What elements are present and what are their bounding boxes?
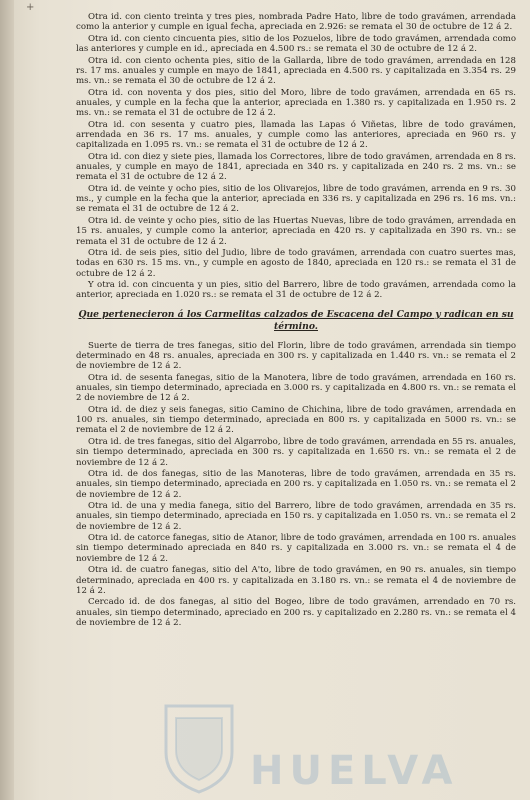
paragraph: Otra id. de catorce fanegas, sitio de Atanor, libre de todo gravámen, arrendada en 100 rs. anuales sin tiempo determinado apreciada en 840 rs. y capitalizada en 3.000 rs. vn.: se remata el 4 de noviembre de 12 á 2. <box>76 533 516 564</box>
paragraph: Otra id. con ciento treinta y tres pies, nombrada Padre Hato, libre de todo gravámen, arrendada como la anterior y cumple en igual fecha, apreciada en 2.926: se remata el 30 de octubre de 12 á 2. <box>76 12 516 33</box>
paragraph: Otra id. de veinte y ocho pies, sitio de los Olivarejos, libre de todo gravámen, arrenda en 9 rs. 30 ms., y cumple en la fecha que la anterior, apreciada en 336 rs. y capitalizada en 296 rs. 16 ms. vn.: se remata el 31 de octubre de 12 á 2. <box>76 183 516 215</box>
paragraph: Otra id. con noventa y dos pies, sitio del Moro, libre de todo gravámen, arrendada en 65 rs. anuales, y cumple en la fecha que la anterior, apreciada en 1.380 rs. y capitalizada en 1.950 rs. 2 ms. vn.: se remata el 31 de octubre de 12 á 2. <box>76 87 516 119</box>
section-carmelitas <box>76 341 516 629</box>
paragraph: Otra id. de tres fanegas, sitio del Algarrobo, libre de todo gravámen, arrendada en 55 rs. anuales, sin tiempo determinado, apreciada en 300 rs. y capitalizada en 1.650 rs. vn.: se remata el 2 de noviembre de 12 á 2. <box>76 436 516 468</box>
paragraph: Otra id. de veinte y ocho pies, sitio de las Huertas Nuevas, libre de todo gravámen, arrendada en 15 rs. anuales, y cumple como la anterior, apreciada en 420 rs. y capitalizada en 390 rs. vn.: se remata el 31 de octubre de 12 á 2. <box>76 215 516 247</box>
paragraph: Otra id. con ciento ochenta pies, sitio de la Gallarda, libre de todo gravámen, arrendada en 128 rs. 17 ms. anuales y cumple en mayo de 1841, apreciada en 4.500 rs. y capitalizada en 3.354 rs. 29 ms. vn.: se remata el 30 de octubre de 12 á 2. <box>76 55 516 87</box>
shield-watermark-icon <box>160 700 238 796</box>
section-heading: Que pertenecieron á los Carmelitas calzados de Escacena del Campo y radican en su término. <box>78 308 514 332</box>
paragraph: Suerte de tierra de tres fanegas, sitio del Florin, libre de todo gravámen, arrendada sin tiempo determinado en 48 rs. anuales, apreciada en 300 rs. y capitalizada en 1.440 rs. vn.: se remata el 2 de noviembre de 12 á 2. <box>76 340 516 372</box>
paragraph: Otra id. con sesenta y cuatro pies, llamada las Lapas ó Viñetas, libre de todo gravámen, arrendada en 36 rs. 17 ms. anuales, y cumple como las anteriores, apreciada en 960 rs. y capitalizada en 1.095 rs. vn.: se remata el 31 de octubre de 12 á 2. <box>76 119 516 151</box>
paragraph: Otra id. de sesenta fanegas, sitio de la Manotera, libre de todo gravámen, arrendada en 160 rs. anuales, sin tiempo determinado, apreciada en 3.000 rs. y capitalizada en 4.800 rs. vn.: se remata el 2 de noviembre de 12 á 2. <box>76 372 516 404</box>
paragraph: Y otra id. con cincuenta y un pies, sitio del Barrero, libre de todo gravámen, arrendada como la anterior, apreciada en 1.020 rs.: se remata el 31 de octubre de 12 á 2. <box>76 280 516 301</box>
paragraph: Otra id. de diez y seis fanegas, sitio Camino de Chichina, libre de todo gravámen, arrendada en 100 rs. anuales, sin tiempo determinado, apreciada en 800 rs. y capitalizada en 5000 rs. vn.: se remata el 2 de noviembre de 12 á 2. <box>76 404 516 436</box>
archive-watermark <box>130 700 510 800</box>
page-mark: + <box>26 2 35 13</box>
paragraph: Otra id. con diez y siete pies, llamada los Correctores, libre de todo gravámen, arrendada en 8 rs. anuales, y cumple en mayo de 1841, apreciada en 340 rs. y capitalizada en 240 rs. 2 ms. vn.: se remata el 31 de octubre de 12 á 2. <box>76 151 516 183</box>
paragraph: Otra id. de dos fanegas, sitio de las Manoteras, libre de todo gravámen, arrendada en 35 rs. anuales, sin tiempo determinado, apreciada en 200 rs. y capitalizada en 1.050 rs. vn.: se remata el 2 de noviembre de 12 á 2. <box>76 469 516 500</box>
paragraph: Otra id. de cuatro fanegas, sitio del A'to, libre de todo gravámen, en 90 rs. anuales, sin tiempo determinado, apreciada en 400 rs. y capitalizada en 3.180 rs. vn.: se remata el 4 de noviembre de 12 á 2. <box>76 565 516 596</box>
paragraph: Cercado id. de dos fanegas, al sitio del Bogeo, libre de todo gravámen, arrendado en 70 rs. anuales, sin tiempo determinado, apreciado en 200 rs. y capitalizado en 2.280 rs. vn.: se remata el 4 de noviembre de 12 á 2. <box>76 597 516 628</box>
binding-spine <box>0 0 14 800</box>
watermark-text: HUELVA <box>250 748 459 794</box>
paragraph: Otra id. de una y media fanega, sitio del Barrero, libre de todo gravámen, arrendada en 35 rs. anuales, sin tiempo determinado, apreciada en 150 rs. y capitalizada en 1.050 rs. vn.: se remata el 2 de noviembre de 12 á 2. <box>76 501 516 532</box>
paragraph: Otra id. con ciento cincuenta pies, sitio de los Pozuelos, libre de todo gravámen, arrendada como las anteriores y cumple en id., apreciada en 4.500 rs.: se remata el 30 de octubre de 12 á 2. <box>76 33 516 55</box>
paragraph: Otra id. de seis pies, sitio del Judio, libre de todo gravámen, arrendada con cuatro suertes mas, todas en 630 rs. 15 ms. vn., y cumple en agosto de 1840, apreciada en 120 rs.: se remata el 31 de octubre de 12 á 2. <box>76 248 516 279</box>
section-olive-groves <box>76 12 516 301</box>
